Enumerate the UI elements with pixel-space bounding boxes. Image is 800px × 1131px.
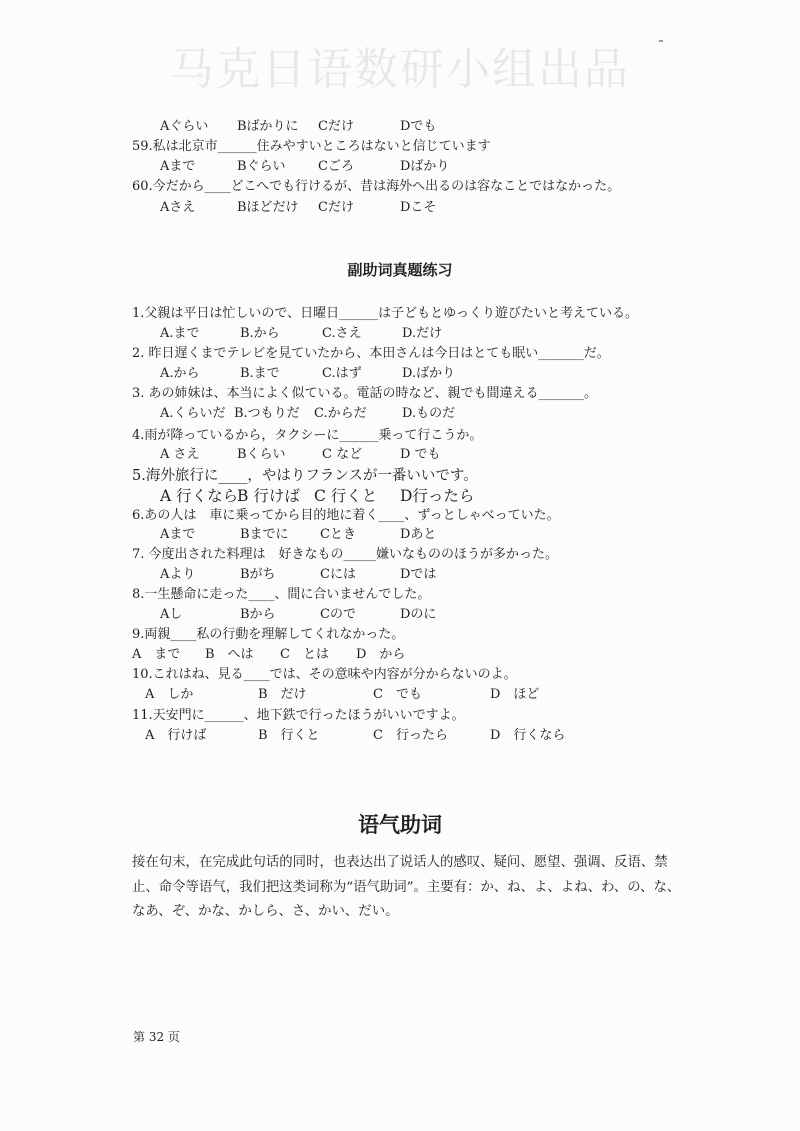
option-d: D から [356,647,406,662]
paragraph-line: 止、命令等语气，我们把这类词称为“语气助词”。主要有：か、ね、よ、よね、わ、の、な、 [132,880,681,895]
option-c: C 行ったら [373,728,448,743]
option-b: Bがち [240,567,276,582]
option-a: A しか [145,687,194,702]
question-60: 60.今だから____どこへでも行けるが、昔は海外へ出るのは容なことではなかった。 [132,179,621,194]
options-row [0,364,800,384]
option-d: Dばかり [400,159,450,174]
option-a: A さえ [160,447,200,462]
watermark: 马克日语数研小组出品 [170,44,630,95]
option-a: Aまで [160,159,196,174]
option-a: A.くらいだ [160,406,226,421]
option-d: D.だけ [402,326,443,341]
option-b: B 行くと [258,728,320,743]
option-b: Bばかりに [237,119,299,134]
options-row [0,605,800,625]
options-row [0,525,800,545]
option-b: B.から [240,326,280,341]
question-5: 5.海外旅行に____，やはりフランスが一番いいです。 [132,468,478,484]
option-b: Bぐらい [237,159,286,174]
options-row [0,445,800,465]
options-row [0,726,800,746]
option-a: A 行けば [145,728,207,743]
option-a: Aぐらい [160,119,209,134]
options-row [0,117,800,137]
question-7: 7. 今度出された料理は 好きなもの_____嫌いなもののほうが多かった。 [132,547,559,562]
option-c: C 行くと [314,487,378,505]
options-row [0,565,800,585]
option-b: Bくらい [237,447,286,462]
option-d: Dでも [400,119,437,134]
question-10: 10.これはね、見る____では、その意味や内容が分からないのよ。 [132,667,517,682]
options-row [0,485,800,507]
option-a: Aより [160,567,196,582]
options-row [0,645,800,665]
option-a: Aさえ [160,200,196,215]
option-c: C でも [373,687,422,702]
option-c: C.はず [322,366,362,381]
question-9: 9.両親____私の行動を理解してくれなかった。 [132,627,405,642]
option-c: C.からだ [314,406,367,421]
page-number: 第 32 页 [133,1030,180,1044]
options-row [0,404,800,424]
option-d: D.ばかり [402,366,456,381]
option-b: B へは [205,647,254,662]
section-title-fukujoshi: 副助词真题练习 [347,261,453,279]
question-2: 2. 昨日遅くまでテレビを見ていたから、本田さんは今日はとても眠い_______だ。 [132,346,610,361]
option-b: Bほどだけ [237,200,299,215]
option-c: Cごろ [318,159,354,174]
option-a: Aまで [160,527,196,542]
question-6: 6.あの人は 車に乗ってから目的地に着く____、ずっとしゃべっていた。 [132,508,560,523]
option-a: A 行くなら [160,487,239,505]
option-d: Dあと [400,527,437,542]
option-b: Bまでに [240,527,289,542]
option-a: Aし [160,607,183,622]
option-c: Cには [320,567,356,582]
option-d: D行ったら [400,487,475,505]
option-a: A.から [160,366,200,381]
option-d: Dのに [400,607,437,622]
question-11: 11.天安門に______、地下鉄で行ったほうがいいですよ。 [132,708,465,723]
option-c: Cだけ [318,200,354,215]
option-d: D でも [400,447,441,462]
option-c: C とは [280,647,329,662]
paragraph-line: 接在句末，在完成此句话的同时，也表达出了说话人的感叹、疑问、愿望、强调、反语、禁 [132,855,668,870]
question-3: 3. あの姉妹は、本当によく似ている。電話の時など、親でも間違える_______。 [132,386,598,401]
question-8: 8.一生懸命に走った____、間に合いませんでした。 [132,587,431,602]
option-c: Cだけ [318,119,354,134]
option-d: Dでは [400,567,437,582]
option-c: Cとき [320,527,356,542]
option-b: B 行けば [237,487,300,505]
option-a: A まで [132,647,181,662]
option-b: B.まで [240,366,280,381]
option-c: C.さえ [322,326,362,341]
option-b: B だけ [258,687,307,702]
option-b: B.つもりだ [234,406,300,421]
scan-mark [659,40,663,42]
options-row [0,324,800,344]
options-row [0,157,800,177]
question-1: 1.父親は平日は忙しいので、日曜日______は子どもとゆっくり遊びたいと考えている。 [132,306,639,321]
option-d: D.ものだ [402,406,456,421]
option-d: D ほど [490,687,540,702]
question-59: 59.私は北京市______住みやすいところはないと信じています [132,139,491,154]
option-a: A.まで [160,326,200,341]
option-c: Cので [320,607,356,622]
option-d: Dこそ [400,200,437,215]
options-row [0,685,800,705]
question-4: 4.雨が降っているから，タクシーに______乗って行こうか。 [132,428,483,443]
option-d: D 行くなら [490,728,566,743]
options-row [0,198,800,218]
section-title-gokijoshi: 语气助词 [358,813,442,837]
option-b: Bから [240,607,276,622]
paragraph-line: なあ、ぞ、かな、かしら、さ、かい、だい。 [132,904,399,919]
option-c: C など [322,447,363,462]
